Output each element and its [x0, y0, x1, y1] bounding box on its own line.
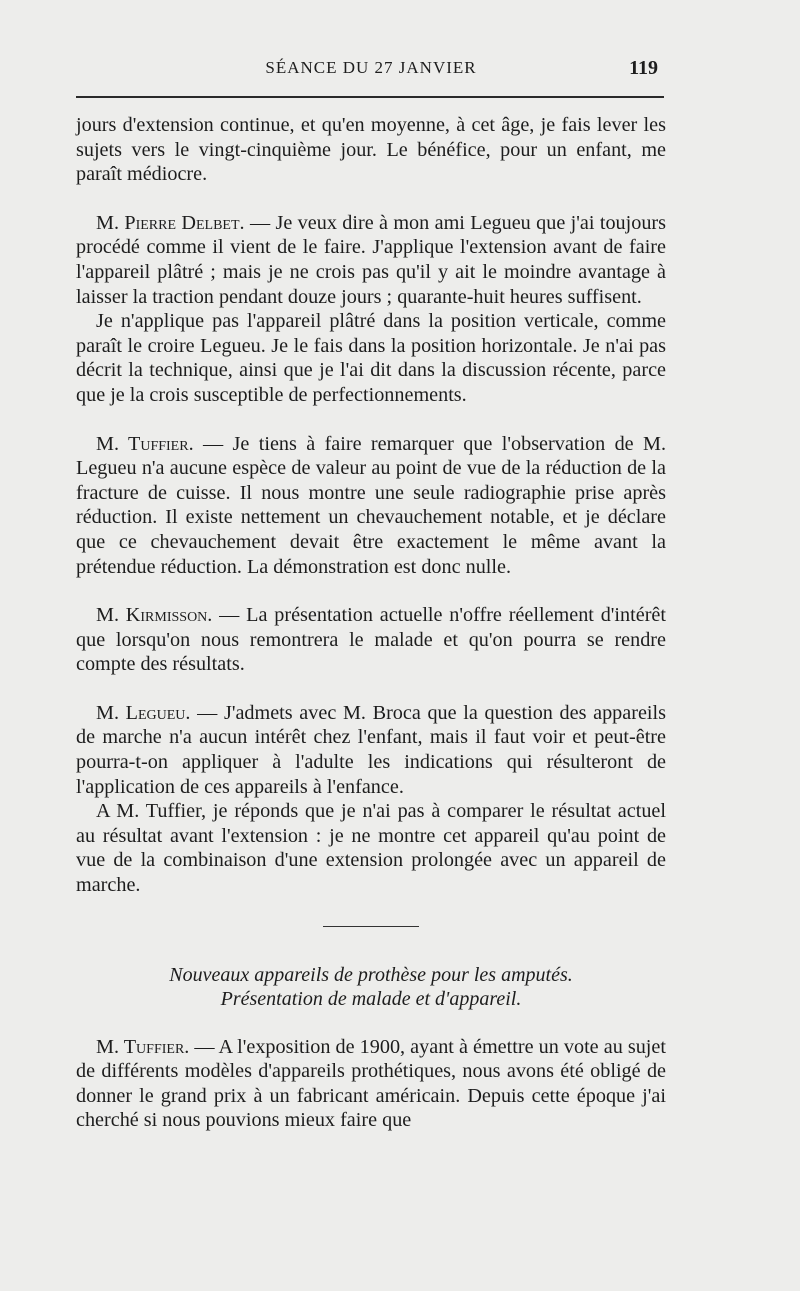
speech-text: — J'admets avec M. Broca que la question des appareils de marche n'a aucun intérêt chez l'enfant, mais il faut voir et peut-être pourra-t-on appliquer à l'adulte les indications qui résulteront de l'application de ces appareils à l'enfance. — [76, 701, 666, 798]
speaker-name: M. Legueu. — [96, 701, 191, 724]
section-separator — [323, 926, 419, 927]
speech-text: — La présentation actuelle n'offre réellement d'intérêt que lorsqu'on nous remontrera le malade et qu'on pourra se rendre compte des résultats. — [76, 604, 666, 676]
speech-text: — A l'exposition de 1900, ayant à émettre un vote au sujet de différents modèles d'appareils prothétiques, nous avons été obligé de donner le grand prix à un fabricant américain. Depuis cette époque j'ai cherché si nous pouvions mieux faire que — [76, 1035, 666, 1132]
running-title: SÉANCE DU 27 JANVIER — [265, 58, 477, 77]
speaker-name: M. Pierre Delbet. — [96, 211, 245, 234]
header-rule — [76, 96, 664, 98]
paragraph-legueu — [76, 701, 666, 799]
page-number: 119 — [629, 57, 658, 79]
paragraph-tuffier-2 — [76, 1035, 666, 1133]
paragraph-kirmisson — [76, 603, 666, 677]
speaker-name: M. Kirmisson. — [96, 604, 213, 627]
section-title-line-1: Nouveaux appareils de prothèse pour les amputés. — [169, 963, 573, 986]
speaker-name: M. Tuffier. — [96, 1035, 190, 1058]
paragraph-tuffier-1 — [76, 432, 666, 580]
paragraph-delbet — [76, 211, 666, 309]
section-title — [76, 963, 666, 1011]
speaker-name: M. Tuffier. — [96, 432, 194, 455]
paragraph-1: jours d'extension continue, et qu'en moyenne, à cet âge, je fais lever les sujets vers le vingt-cinquième jour. Le bénéfice, pour un enfant, me paraît médiocre. — [76, 114, 666, 186]
paragraph-legueu-cont: A M. Tuffier, je réponds que je n'ai pas à comparer le résultat actuel au résultat avant l'extension : je ne montre cet appareil qu'au point de vue de la combinaison d'une extension prolongée avec un appareil de marche. — [76, 800, 666, 897]
running-head — [76, 58, 666, 86]
page-body — [76, 113, 666, 1133]
section-title-line-2: Présentation de malade et d'appareil. — [220, 987, 522, 1010]
speech-text: — Je veux dire à mon ami Legueu que j'ai toujours procédé comme il vient de le faire. J'applique l'extension avant de faire l'appareil plâtré ; mais je ne crois pas qu'il y ait le moindre avantage à laisser la traction pendant douze jours ; quarante-huit heures suffisent. — [76, 211, 667, 308]
speech-text: — Je tiens à faire remarquer que l'observation de M. Legueu n'a aucune espèce de valeur au point de vue de la réduction de la fracture de cuisse. Il nous montre une seule radiographie prise après réduction. Il existe nettement un chevauchement notable, et je déclare que ce chevauchement devait être exactement le même avant la prétendue réduction. La démonstration est donc nulle. — [76, 432, 666, 578]
paragraph-delbet-cont: Je n'applique pas l'appareil plâtré dans la position verticale, comme paraît le croire Legueu. Je le fais dans la position horizontale. Je n'ai pas décrit la technique, ainsi que je l'ai dit dans la discussion récente, parce que je la crois susceptible de perfectionnements. — [76, 310, 666, 406]
